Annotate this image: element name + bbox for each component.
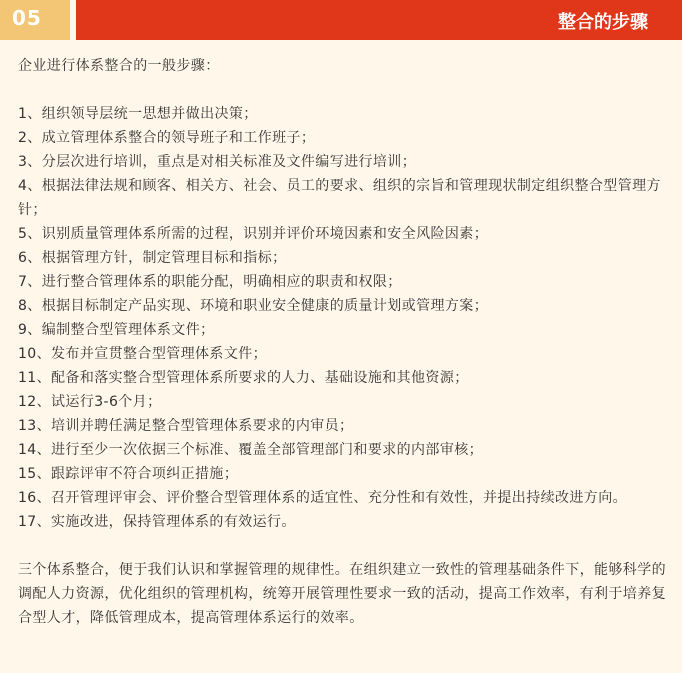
- step-item: 12、试运行3-6个月；: [18, 394, 162, 410]
- step-item: 2、成立管理体系整合的领导班子和工作班子；: [18, 130, 316, 146]
- step-item: 8、根据目标制定产品实现、环境和职业安全健康的质量计划或管理方案；: [18, 298, 489, 314]
- step-item: 3、分层次进行培训，重点是对相关标准及文件编写进行培训；: [18, 154, 417, 170]
- step-item: 7、进行整合管理体系的职能分配，明确相应的职责和权限；: [18, 274, 402, 290]
- step-item: 15、跟踪评审不符合项纠正措施；: [18, 466, 239, 482]
- section-title: 整合的步骤: [558, 12, 648, 33]
- section-number-box: [0, 0, 70, 40]
- step-item: 13、培训并聘任满足整合型管理体系要求的内审员；: [18, 418, 354, 434]
- step-item: 16、召开管理评审会、评价整合型管理体系的适宜性、充分性和有效性，并提出持续改进方向。: [18, 490, 628, 506]
- step-item: 17、实施改进，保持管理体系的有效运行。: [18, 514, 296, 530]
- step-item: 14、进行至少一次依据三个标准、覆盖全部管理部门和要求的内部审核；: [18, 442, 484, 458]
- step-item: 11、配备和落实整合型管理体系所要求的人力、基础设施和其他资源；: [18, 370, 469, 386]
- intro-text: 企业进行体系整合的一般步骤：: [18, 58, 220, 74]
- step-item: 4、根据法律法规和顾客、相关方、社会、员工的要求、组织的宗旨和管理现状制定组织整合型管理方针；: [18, 178, 661, 218]
- section-header: [0, 0, 682, 40]
- section-number: 05: [12, 6, 42, 30]
- step-item: 10、发布并宣贯整合型管理体系文件；: [18, 346, 268, 362]
- step-item: 6、根据管理方针，制定管理目标和指标；: [18, 250, 287, 266]
- step-item: 9、编制整合型管理体系文件；: [18, 322, 215, 338]
- step-item: 1、组织领导层统一思想并做出决策；: [18, 106, 258, 122]
- step-item: 5、识别质量管理体系所需的过程，识别并评价环境因素和安全风险因素；: [18, 226, 489, 242]
- article-body: [18, 54, 666, 630]
- spacer: [18, 78, 666, 102]
- spacer: [18, 534, 666, 558]
- conclusion-text: 三个体系整合，便于我们认识和掌握管理的规律性。在组织建立一致性的管理基础条件下，能够科学的调配人力资源，优化组织的管理机构，统筹开展管理性要求一致的活动，提高工作效率，有利于培养复合型人才，降低管理成本，提高管理体系运行的效率。: [18, 562, 666, 626]
- section-title-bar: [76, 0, 682, 40]
